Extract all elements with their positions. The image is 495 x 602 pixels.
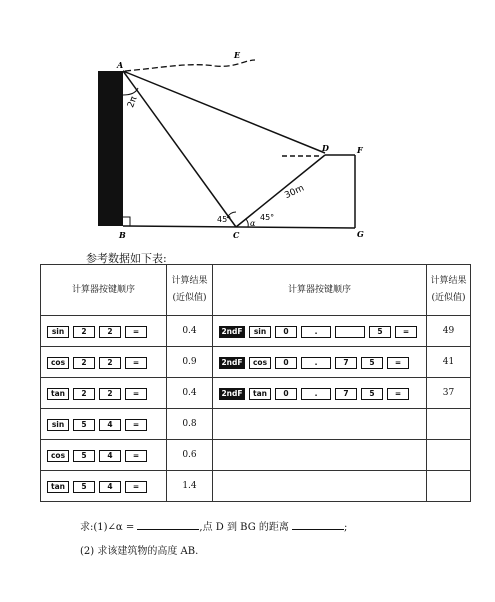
calculator-key: cos: [249, 357, 271, 369]
calculator-key: =: [125, 326, 147, 338]
calculator-key: 5: [73, 419, 95, 431]
calculator-key: =: [395, 326, 417, 338]
key-sequence-left: [41, 378, 167, 409]
result-right: [427, 409, 471, 440]
key-sequence-left: [41, 347, 167, 378]
calculator-key: =: [387, 388, 409, 400]
header-result-right: [427, 265, 471, 316]
slope-CD: [236, 155, 325, 227]
key-sequence-right: [213, 378, 427, 409]
key-sequence-left: [41, 409, 167, 440]
dashed-line-AE: [125, 60, 255, 71]
calculator-key: 4: [99, 450, 121, 462]
calculator-key: sin: [47, 326, 69, 338]
result-left: 0.4: [167, 378, 213, 409]
key-sequence-right: [213, 316, 427, 347]
q1-suffix: ;: [344, 522, 348, 533]
right-angle-mark: [123, 217, 130, 226]
calculator-key: 2: [73, 326, 95, 338]
label-E: E: [234, 50, 241, 60]
note-slope-length: 30m: [283, 183, 306, 202]
answer-blank-distance[interactable]: [292, 520, 344, 530]
calculator-key: 5: [73, 450, 95, 462]
calculator-key: 5: [73, 481, 95, 493]
header-result-line1: 计算结果: [430, 276, 467, 286]
note-at-C-left: 45°: [217, 215, 232, 224]
calculator-key: =: [125, 419, 147, 431]
calculator-key: .: [301, 388, 331, 400]
label-D: D: [322, 143, 329, 153]
calculator-key: =: [125, 450, 147, 462]
calculator-key: .: [301, 357, 331, 369]
header-sequence-right: 计算器按键顺序: [213, 265, 427, 316]
calculator-key: =: [387, 357, 409, 369]
table-row: [41, 471, 471, 502]
note-at-A: 2π: [126, 95, 140, 110]
calculator-key: 2: [73, 388, 95, 400]
calculator-key: 2: [99, 357, 121, 369]
calculator-key: =: [125, 481, 147, 493]
calculator-reference-table: [40, 264, 471, 502]
reference-data-label: 参考数据如下表:: [86, 252, 167, 265]
header-result-line1: 计算结果: [171, 276, 208, 286]
ground-line: [123, 226, 355, 228]
table-body: [41, 316, 471, 502]
calculator-key: sin: [249, 326, 271, 338]
label-F: F: [357, 145, 363, 155]
label-G: G: [357, 229, 364, 239]
calculator-key: 2ndF: [219, 357, 245, 369]
result-left: 1.4: [167, 471, 213, 502]
result-right: [427, 471, 471, 502]
calculator-key: 0: [275, 388, 297, 400]
key-sequence-left: [41, 440, 167, 471]
q1-prefix: 求:(1)∠α =: [80, 522, 135, 533]
question-1: [80, 518, 347, 533]
label-B: B: [119, 230, 126, 240]
calculator-key: tan: [47, 388, 69, 400]
calculator-key: =: [125, 388, 147, 400]
calculator-key: 0: [275, 357, 297, 369]
result-left: 0.9: [167, 347, 213, 378]
label-C: C: [233, 230, 240, 240]
calculator-key: =: [125, 357, 147, 369]
q1-middle: ,点 D 到 BG 的距离: [199, 522, 289, 533]
calculator-key: tan: [47, 481, 69, 493]
key-sequence-left: [41, 316, 167, 347]
table-row: [41, 316, 471, 347]
answer-blank-alpha[interactable]: [137, 520, 199, 530]
calculator-key: 5: [361, 357, 383, 369]
result-right: 49: [427, 316, 471, 347]
label-A: A: [117, 60, 124, 70]
table-row: [41, 440, 471, 471]
calculator-key: 2: [99, 388, 121, 400]
header-result-line2: (近似值): [172, 293, 207, 303]
label-alpha: α: [250, 219, 256, 228]
table-header-row: [41, 265, 471, 316]
result-right: 41: [427, 347, 471, 378]
calculator-key: 4: [99, 419, 121, 431]
calculator-key: tan: [249, 388, 271, 400]
table-row: [41, 378, 471, 409]
question-2: (2) 求该建筑物的高度 AB.: [80, 546, 199, 557]
header-sequence-left: 计算器按键顺序: [41, 265, 167, 316]
calculator-key: 0: [275, 326, 297, 338]
calculator-key: [335, 326, 365, 338]
result-right: [427, 440, 471, 471]
calculator-key: 5: [369, 326, 391, 338]
calculator-key: 7: [335, 357, 357, 369]
key-sequence-left: [41, 471, 167, 502]
key-sequence-right: [213, 347, 427, 378]
key-sequence-right: [213, 409, 427, 440]
geometry-figure: [0, 0, 495, 245]
calculator-key: 5: [361, 388, 383, 400]
result-right: 37: [427, 378, 471, 409]
note-at-C-right: 45°: [260, 213, 275, 222]
calculator-key: 2: [73, 357, 95, 369]
calculator-key: 2: [99, 326, 121, 338]
header-result-left: [167, 265, 213, 316]
key-sequence-right: [213, 471, 427, 502]
header-result-line2: (近似值): [431, 293, 466, 303]
calculator-key: cos: [47, 357, 69, 369]
result-left: 0.4: [167, 316, 213, 347]
calculator-key: 2ndF: [219, 388, 245, 400]
result-left: 0.8: [167, 409, 213, 440]
key-sequence-right: [213, 440, 427, 471]
table-row: [41, 347, 471, 378]
calculator-key: .: [301, 326, 331, 338]
calculator-key: cos: [47, 450, 69, 462]
calculator-key: sin: [47, 419, 69, 431]
angle-arc-C2: [246, 219, 248, 227]
result-left: 0.6: [167, 440, 213, 471]
table-row: [41, 409, 471, 440]
building-wall: [98, 71, 123, 226]
calculator-key: 2ndF: [219, 326, 245, 338]
calculator-key: 4: [99, 481, 121, 493]
calculator-key: 7: [335, 388, 357, 400]
